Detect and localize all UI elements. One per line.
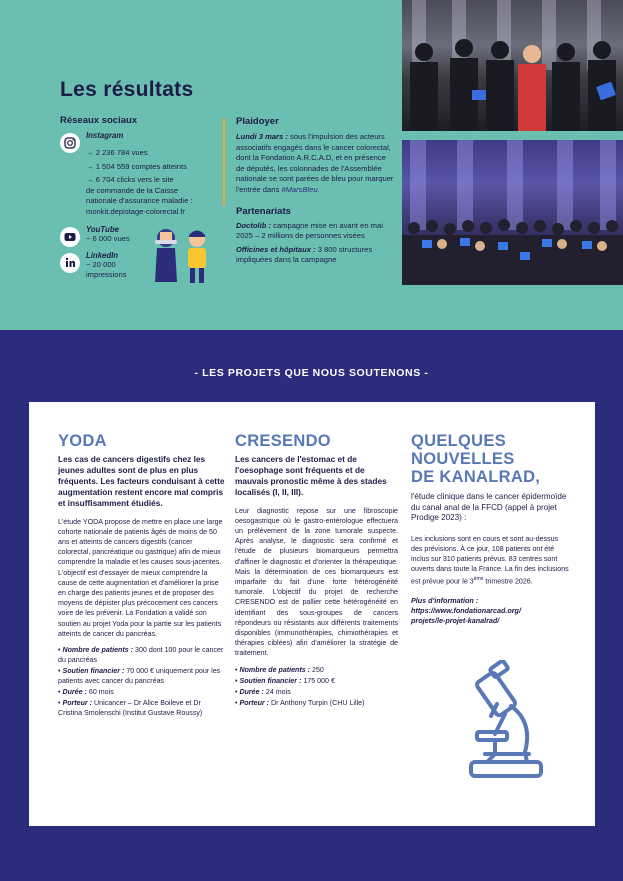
social-stat: → 2 236 784 vues bbox=[86, 148, 148, 157]
crowd-silhouettes bbox=[402, 140, 623, 285]
info-link[interactable]: https://www.fondationarcad.org/ bbox=[411, 605, 521, 615]
projects-heading: - LES PROJETS QUE NOUS SOUTENONS - bbox=[194, 367, 429, 379]
project-title-line: DE KANALRAD, bbox=[411, 468, 541, 486]
microscope-icon bbox=[465, 660, 547, 784]
plaidoyer-text bbox=[236, 132, 394, 196]
fact-item: • Nombre de patients : 300 dont 100 pour le cancer du pancréas bbox=[58, 645, 224, 664]
social-title: Réseaux sociaux bbox=[60, 115, 138, 126]
fact-label: Durée : bbox=[62, 687, 87, 696]
fact-value: Unicancer – Dr Alice Boileve et Dr Cristina Smolenschi (Institut Gustave Roussy) bbox=[58, 698, 203, 717]
hashtag: #MarsBleu. bbox=[281, 184, 320, 194]
fact-label: Soutien financier : bbox=[239, 676, 302, 685]
partner-text: 3 800 structures impliquées dans la campagne bbox=[236, 244, 373, 265]
fact-value: 175 000 € bbox=[303, 676, 335, 685]
project-lead: l'étude clinique dans le cancer épidermoïde du canal anal de la FFCD (appel à projet Prodige 2023) : bbox=[411, 492, 567, 522]
fact-value: 300 dont 100 pour le cancer du pancréas bbox=[58, 645, 224, 664]
project-facts bbox=[58, 645, 226, 718]
project-lead: Les cas de cancers digestifs chez les jeunes adultes sont de plus en plus fréquents. Les facteurs conduisant à cette augmentation restent encore mal compris et insuffisamment étudiés. bbox=[58, 454, 225, 508]
social-stat: ~ 6 000 vues bbox=[86, 234, 130, 243]
fact-value: Dr Anthony Turpin (CHU Lille) bbox=[271, 698, 365, 707]
project-title-line: NOUVELLES bbox=[411, 450, 515, 468]
fact-value: 70 000 € uniquement pour les patients avec cancer du pancréas bbox=[58, 666, 221, 685]
social-name: Instagram bbox=[86, 131, 124, 140]
social-name: YouTube bbox=[86, 225, 119, 234]
fact-item: • Soutien financier : 70 000 € uniquement pour les patients avec cancer du pancréas bbox=[58, 666, 221, 685]
project-yoda bbox=[58, 432, 226, 719]
project-kanalrad bbox=[411, 432, 571, 626]
project-body bbox=[411, 534, 571, 587]
social-stat: monkit.depistage-colorectal.fr bbox=[86, 206, 186, 216]
projects-card bbox=[29, 402, 595, 826]
fact-item: • Porteur : Unicancer – Dr Alice Boileve et Dr Cristina Smolenschi (Institut Gustave Roussy) bbox=[58, 698, 203, 717]
fact-item: • Porteur : Dr Anthony Turpin (CHU Lille) bbox=[235, 698, 365, 707]
divider bbox=[223, 118, 225, 206]
partner-item bbox=[236, 245, 394, 265]
fact-value: 250 bbox=[312, 665, 324, 674]
body-text: trimestre 2026. bbox=[483, 577, 533, 586]
fact-item: • Nombre de patients : 250 bbox=[235, 665, 324, 674]
social-item-youtube bbox=[60, 225, 225, 245]
fact-label: Porteur : bbox=[239, 698, 270, 707]
body-text: Les inclusions sont en cours et sont au-dessus des prévisions. À ce jour, 108 patients ont été inclus sur 310 patients prévus. 83 centres sont ouverts dans toute la France. La fin des inclusions est prévue pour le 3 bbox=[411, 534, 569, 586]
partner-text: campagne mise en avant en mai 2025 – 2 millions de personnes visées bbox=[236, 220, 383, 240]
project-title: YODA bbox=[58, 432, 107, 450]
fact-label: Porteur : bbox=[62, 698, 93, 707]
partner-label: Officines et hôpitaux : bbox=[236, 244, 316, 254]
project-lead: Les cancers de l'estomac et de l'oesophage sont fréquents et de mauvais pronostic même à des stades localisés (I, II, III). bbox=[235, 454, 387, 497]
partner-item bbox=[236, 221, 394, 241]
project-title: CRESENDO bbox=[235, 432, 331, 450]
plaidoyer-date: Lundi 3 mars : bbox=[236, 132, 288, 141]
youtube-icon bbox=[60, 227, 80, 247]
social-item-instagram bbox=[60, 131, 225, 217]
people-silhouettes bbox=[402, 0, 623, 131]
project-facts bbox=[235, 665, 398, 708]
project-cresendo bbox=[235, 432, 398, 709]
plaidoyer-title: Plaidoyer bbox=[236, 116, 279, 127]
fact-value: 60 mois bbox=[88, 687, 114, 696]
social-item-linkedin bbox=[60, 251, 225, 281]
fact-item: • Durée : 60 mois bbox=[58, 687, 114, 696]
project-body: Leur diagnostic repose sur une fibroscopie oesogastrique où le gastro-entérologue effectuera un prélèvement de la zone tumorale suspecte. Après analyse, le diagnostic sera confirmé et l'étude de plusieurs biomarqueurs permettra d'affiner le diagnostic et d'orienter la thérapeutique. Mais la détermination de ces biomarqueurs est imparfaite du fait d'une forte hétérogénéité tumorale. L'objectif du projet de recherche CRESENDO est de pallier cette hétérogénéité en identifiant des sous-groupes de cancers répondeurs ou résistants aux différents traitements disponibles (immunothérapies, chimiothérapies et thérapies ciblées) afin d'améliorer la stratégie de traitement. bbox=[235, 506, 398, 658]
superscript: ème bbox=[473, 576, 484, 583]
photo-assembly bbox=[402, 140, 623, 285]
photo-deputies bbox=[402, 0, 623, 131]
instagram-icon bbox=[60, 133, 80, 153]
fact-label: Durée : bbox=[239, 687, 264, 696]
fact-label: Nombre de patients : bbox=[239, 665, 311, 674]
fact-label: Soutien financier : bbox=[62, 666, 125, 675]
social-stat: → 6 704 clicks vers le site bbox=[86, 175, 174, 184]
social-list bbox=[60, 131, 225, 285]
project-body: L'étude YODA propose de mettre en place une large cohorte nationale de patients âgés de moins de 50 ans et atteints de cancers digestifs (cancer colorectal, pancréatique ou gastrique) afin de mieux comprendre la maladie et les causes sous-jacentes. L'objectif est d'essayer de mieux comprendre la cause de cette augmentation et d'améliorer la prise en charge des patients jeunes et de proposer des moyens de dépister plus précocement ces cancers voire de les prévenir. La Fondation a validé son soutien au projet Yoda pour la partie sur les patients atteints de cancer du pancréas. bbox=[58, 517, 223, 638]
more-info bbox=[411, 596, 571, 626]
social-stat: de commande de la Caisse bbox=[86, 185, 179, 195]
results-title: Les résultats bbox=[60, 78, 194, 101]
plaidoyer-body: sous l'impulsion des acteurs associatifs engagés dans le cancer colorectal, dont la Fondation A.R.C.A.D, et en présence de députés, les colonnades de l'Assemblée nationale se sont parées de bleu pour marquer l'entrée dans bbox=[236, 132, 394, 194]
social-stat: nationale d'assurance maladie : bbox=[86, 196, 193, 205]
fact-item: • Soutien financier : 175 000 € bbox=[235, 676, 335, 685]
fact-label: Nombre de patients : bbox=[62, 645, 134, 654]
fact-item: • Durée : 24 mois bbox=[235, 687, 291, 696]
info-link[interactable]: projets/le-projet-kanalrad/ bbox=[411, 615, 500, 625]
project-title-line: QUELQUES bbox=[411, 432, 506, 450]
linkedin-icon bbox=[60, 253, 80, 273]
fact-value: 24 mois bbox=[265, 687, 291, 696]
info-label: Plus d'information : bbox=[411, 595, 479, 605]
partner-label: Doctolib : bbox=[236, 220, 272, 230]
results-section bbox=[0, 0, 623, 330]
social-stat: ~ 20 000 bbox=[86, 259, 116, 269]
social-stat: → 1 504 559 comptes atteints bbox=[86, 161, 187, 171]
social-stat: impressions bbox=[86, 270, 127, 279]
plaidoyer-block bbox=[236, 116, 394, 265]
social-name: LinkedIn bbox=[86, 250, 119, 260]
partenariats-title: Partenariats bbox=[236, 205, 291, 217]
